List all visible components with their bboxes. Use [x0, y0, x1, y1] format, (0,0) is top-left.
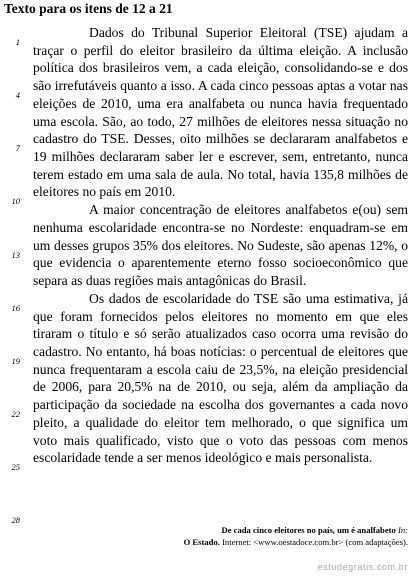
- source-publication: O Estado.: [183, 537, 220, 547]
- line-number: 25: [11, 462, 20, 472]
- paragraph-3: Os dados de escolaridade do TSE são uma estimativa, já que foram fornecidos pelos eleitores no momento em que eles tiraram o título e só serão atualizados caso ocorra uma revisão do cadastro. No entanto, há boas notícias: o percentual de eleitores que nunca frequentaram a escola caiu de 23,5%, na eleição presidencial de 2006, para 20,5% na de 2010, ou seja, além da ampliação da participação da sociedade na escolha dos governantes a cada novo pleito, a qualidade do eleitor tem melhorado, o que significa um voto mais qualificado, visto que o voto das pessoas com menos escolaridade tende a ser menos ideológico e mais personalista.: [33, 290, 408, 466]
- line-number: 7: [15, 143, 20, 153]
- section-heading: Texto para os itens de 12 a 21: [4, 1, 173, 16]
- paragraph-2: A maior concentração de eleitores analfabetos e(ou) sem nenhuma escolaridade encontra-se no Nordeste: enquadram-se em um desses grupos 35% dos eleitores. No Sudeste, são apenas 12%, o que evidencia o aparentemente eterno fosso socioeconômico que separa as duas regiões mais antagônicas do Brasil.: [33, 202, 408, 289]
- source-url: Internet: <www.oestadoce.com.br> (com adaptações).: [222, 537, 408, 547]
- paragraph-1: Dados do Tribunal Superior Eleitoral (TSE) ajudam a traçar o perfil do eleitor brasileiro da última eleição. A inclusão política dos brasileiros vem, a cada eleição, consolidando-se e dos são irrefutáveis quanto a isso. A cada cinco pessoas aptas a votar nas eleições de 2010, uma era analfabeta ou nunca havia frequentado uma escola. São, ao todo, 27 milhões de eleitores nessa situação no cadastro do TSE. Desses, oito milhões se declararam analfabetos e 19 milhões declararam saber ler e escrever, sem, entretanto, nunca terem estado em uma sala de aula. No total, havia 135,8 milhões de eleitores no país em 2010.: [33, 25, 408, 200]
- line-number: 4: [15, 90, 20, 100]
- line-number: 1: [15, 37, 20, 47]
- line-number: 16: [11, 303, 20, 313]
- line-number: 22: [11, 409, 20, 419]
- line-number: 28: [11, 515, 20, 525]
- source-article-title: De cada cinco eleitores no país, um é analfabeto: [221, 525, 396, 535]
- line-number: 10: [11, 196, 20, 206]
- source-in-label: In:: [397, 525, 408, 535]
- article-body: [33, 24, 408, 467]
- line-number: 13: [11, 250, 20, 260]
- source-citation: [150, 524, 408, 548]
- line-number: 19: [11, 356, 20, 366]
- watermark-text: estudegratis.com.br: [317, 562, 408, 572]
